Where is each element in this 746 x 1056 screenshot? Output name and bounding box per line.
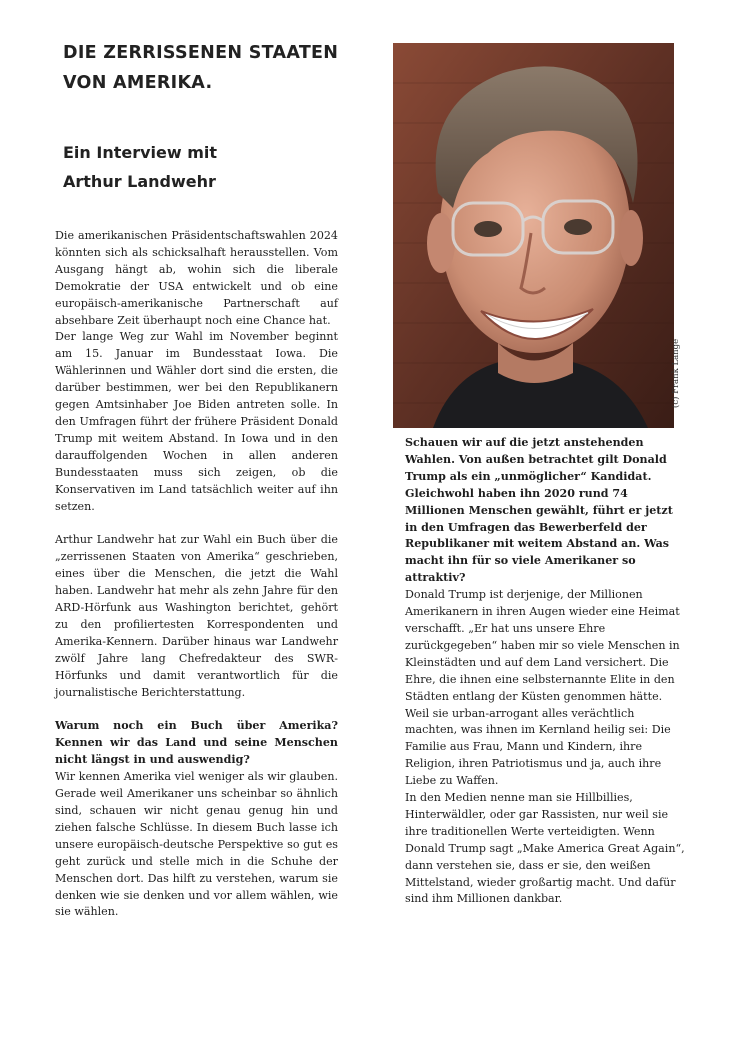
subtitle-line-1: Ein Interview mit	[63, 143, 218, 162]
author-bio: Arthur Landwehr hat zur Wahl ein Buch über die „zerrissenen Staaten von Amerika“ geschrieben, eines über die Menschen, die jetzt die Wahl haben. Landwehr hat mehr als zehn Jahre für den ARD-Hörfunk aus Washington berichtet, gehört zu den profiliertesten Korrespondenten und Amerika-Kennern. Darüber hinaus war Landwehr zwölf Jahre lang Chefredakteur des SWR-Hörfunks und damit verantwortlich für die journalistische Berichterstattung.	[55, 533, 338, 699]
right-column	[405, 435, 688, 908]
article-title	[63, 38, 363, 98]
photo-credit: (c) Frank Lange	[671, 338, 681, 408]
subtitle-line-2: Arthur Landwehr	[63, 172, 216, 191]
intro-paragraph-1: Die amerikanischen Präsidentschaftswahlen 2024 könnten sich als schicksalhaft herausstellen. Vom Ausgang hängt ab, wohin sich die liberale Demokratie der USA entwickelt und ob eine europäisch-amerikanische Partnerschaft auf absehbare Zeit überhaupt noch eine Chance hat.	[55, 229, 338, 327]
paragraph-spacer	[55, 701, 338, 718]
interview-question-1: Warum noch ein Buch über Amerika? Kennen wir das Land und seine Menschen nicht längst in und auswendig?	[55, 719, 338, 767]
paragraph-spacer	[55, 515, 338, 532]
interview-answer-1: Wir kennen Amerika viel weniger als wir glauben. Gerade weil Amerikaner uns scheinbar so ähnlich sind, schauen wir nicht genau genug hin und ziehen falsche Schlüsse. In diesem Buch lasse ich unsere europäisch-deutsche Perspektive so gut es geht zurück und stelle mich in die Schuhe der Menschen dort. Das hilft zu verstehen, warum sie denken wie sie denken und vor allem wählen, wie sie wählen.	[55, 770, 338, 919]
interview-answer-2-paragraph-2: In den Medien nenne man sie Hillbillies, Hinterwäldler, oder gar Rassisten, nur weil sie ihre traditionellen Werte verteidigten. Wenn Donald Trump sagt „Make America Great Again“, dann verstehen sie, dass er sie, den weißen Mittelstand, wieder großartig macht. Und dafür sind ihm Millionen dankbar.	[405, 791, 685, 906]
left-column	[55, 228, 338, 921]
article-subtitle	[63, 138, 363, 196]
portrait-illustration	[393, 43, 674, 428]
intro-paragraph-2: Der lange Weg zur Wahl im November beginnt am 15. Januar im Bundesstaat Iowa. Die Wählerinnen und Wähler dort sind die ersten, die darüber bestimmen, wer bei den Republikanern gegen Amtsinhaber Joe Biden antreten solle. In den Umfragen führt der frühere Präsident Donald Trump mit weitem Abstand. In Iowa und in den darauffolgenden Wochen in allen anderen Bundesstaaten muss sich zeigen, ob die Konservativen im Land tatsächlich weiter auf ihn setzen.	[55, 330, 338, 513]
interview-answer-2-paragraph-1: Donald Trump ist derjenige, der Millionen Amerikanern in ihren Augen wieder eine Heimat verschafft. „Er hat uns unsere Ehre zurückgegeben“ haben mir so viele Menschen in Kleinstädten und auf dem Land versichert. Die Ehre, die ihnen eine selbsternannte Elite in den Städten entlang der Küsten genommen hätte. Weil sie urban-arrogant alles verächtlich machten, was ihnen im Kernland heilig sei: Die Familie aus Frau, Mann und Kindern, ihre Religion, ihren Patriotismus und ja, auch ihre Liebe zu Waffen.	[405, 588, 680, 788]
title-line-2: VON AMERIKA.	[63, 73, 213, 93]
author-portrait-photo	[393, 43, 674, 428]
interview-question-2: Schauen wir auf die jetzt anstehenden Wahlen. Von außen betrachtet gilt Donald Trump als ein „unmöglicher“ Kandidat. Gleichwohl haben ihn 2020 rund 74 Millionen Menschen gewählt, führt er jetzt in den Umfragen das Bewerberfeld der Republikaner mit weitem Abstand an. Was macht ihn für so viele Amerikaner so attraktiv?	[405, 436, 673, 585]
title-line-1: DIE ZERRISSENEN STAATEN	[63, 43, 339, 63]
